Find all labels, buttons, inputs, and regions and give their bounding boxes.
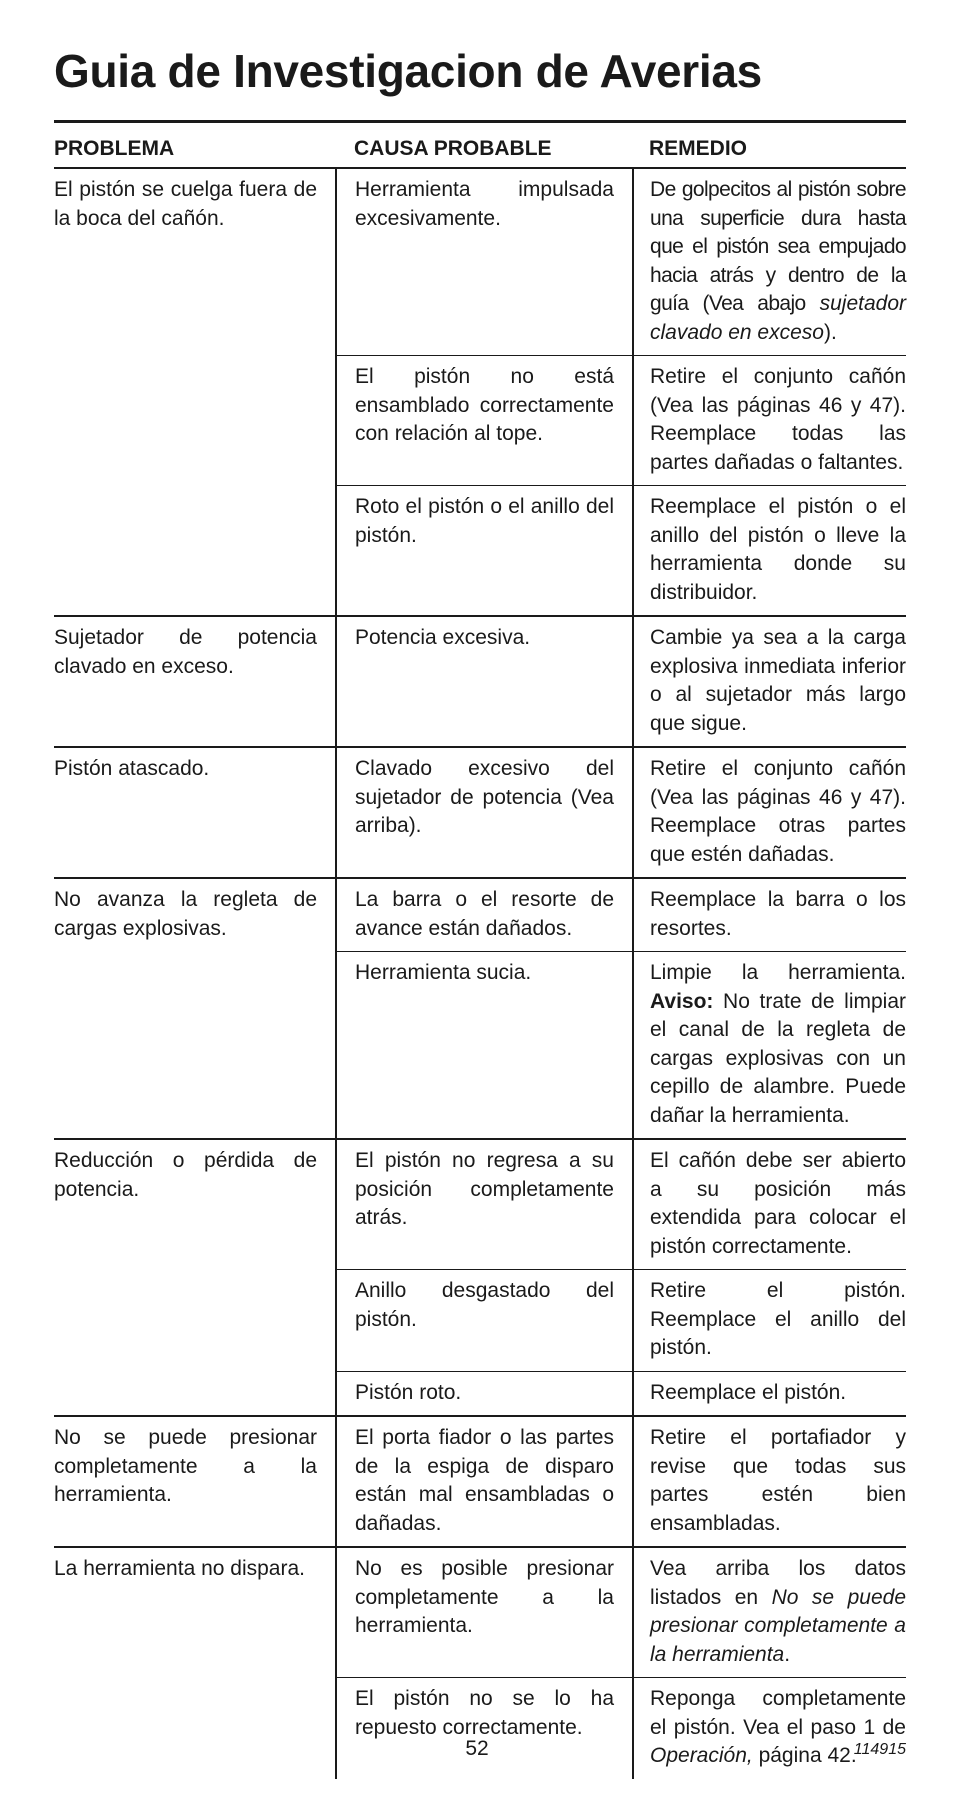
remedy-cell: El cañón debe ser abierto a su posición más extendida para colocar el pistón correctamente. xyxy=(633,1139,906,1270)
remedy-cell: Retire el pistón. Reemplace el anillo del pistón. xyxy=(633,1270,906,1372)
table-row xyxy=(54,1547,906,1678)
remedy-emphasis: Operación, xyxy=(650,1744,753,1767)
remedy-cell: Reemplace el pistón. xyxy=(633,1371,906,1416)
troubleshooting-table xyxy=(54,120,906,1779)
problem-cell: No se puede presionar completamente a la herramienta. xyxy=(54,1416,336,1547)
table-row xyxy=(54,878,906,952)
table-row xyxy=(54,1416,906,1547)
table-row xyxy=(54,616,906,747)
remedy-cell xyxy=(633,1678,906,1779)
remedy-cell: Retire el portafiador y revise que todas sus partes estén bien ensambladas. xyxy=(633,1416,906,1547)
problem-cell: El pistón se cuelga fuera de la boca del cañón. xyxy=(54,168,336,616)
page-number: 52 xyxy=(465,1737,489,1760)
remedy-text: De golpecitos al pistón sobre una superficie dura hasta que el pistón sea empujado hacia atrás y dentro de la guía (Vea abajo xyxy=(650,178,906,315)
remedy-text: Limpie la herramienta. xyxy=(650,961,906,984)
cause-cell: Herramienta sucia. xyxy=(336,952,633,1140)
remedy-text-end: ). xyxy=(823,320,837,344)
remedy-cell xyxy=(633,952,906,1140)
header-cause: CAUSA PROBABLE xyxy=(336,122,633,169)
cause-cell: El pistón no regresa a su posición completamente atrás. xyxy=(336,1139,633,1270)
cause-cell: Pistón roto. xyxy=(336,1371,633,1416)
table-row xyxy=(54,168,906,356)
cause-cell: Roto el pistón o el anillo del pistón. xyxy=(336,486,633,617)
remedy-emphasis: sujetador clavado en exceso xyxy=(650,292,906,344)
remedy-cell: Cambie ya sea a la carga explosiva inmediata inferior o al sujetador más largo que sigue. xyxy=(633,616,906,747)
cause-cell: Herramienta impulsada excesivamente. xyxy=(336,168,633,356)
remedy-cell: Retire el conjunto cañón (Vea las páginas 46 y 47). Reemplace todas las partes dañadas o faltantes. xyxy=(633,356,906,486)
header-remedy: REMEDIO xyxy=(633,122,906,169)
remedy-cell xyxy=(633,168,906,356)
page-title: Guia de Investigacion de Averias xyxy=(54,45,762,97)
problem-cell: No avanza la regleta de cargas explosivas. xyxy=(54,878,336,1139)
remedy-cell: Reemplace el pistón o el anillo del pistón o lleve la herramienta donde su distribuidor. xyxy=(633,486,906,617)
table-row xyxy=(54,1139,906,1270)
table-header-row xyxy=(54,122,906,169)
remedy-cell: Reemplace la barra o los resortes. xyxy=(633,878,906,952)
remedy-cell: Retire el conjunto cañón (Vea las páginas 46 y 47). Reemplace otras partes que estén dañadas. xyxy=(633,747,906,878)
remedy-text-end: No trate de limpiar el canal de la regleta de cargas explosivas con un cepillo de alambre. Puede dañar la herramienta. xyxy=(650,989,906,1127)
cause-cell: El pistón no se lo ha repuesto correctamente. xyxy=(336,1678,633,1779)
document-code: 114915 xyxy=(853,1741,906,1758)
problem-cell: La herramienta no dispara. xyxy=(54,1547,336,1779)
remedy-text: Vea arriba los datos listados en xyxy=(650,1557,906,1609)
header-problem: PROBLEMA xyxy=(54,122,336,169)
problem-cell: Pistón atascado. xyxy=(54,747,336,878)
problem-cell: Reducción o pérdida de potencia. xyxy=(54,1139,336,1416)
remedy-emphasis: No se puede presionar completamente a la herramienta xyxy=(650,1585,907,1666)
cause-cell: El pistón no está ensamblado correctamente con relación al tope. xyxy=(336,356,633,486)
cause-cell: La barra o el resorte de avance están dañados. xyxy=(336,878,633,952)
remedy-cell xyxy=(633,1547,906,1678)
cause-cell: Clavado excesivo del sujetador de potencia (Vea arriba). xyxy=(336,747,633,878)
cause-cell: Anillo desgastado del pistón. xyxy=(336,1270,633,1372)
remedy-text-end: página 42. xyxy=(752,1744,857,1767)
problem-cell: Sujetador de potencia clavado en exceso. xyxy=(54,616,336,747)
remedy-text-end: . xyxy=(784,1642,791,1666)
cause-cell: Potencia excesiva. xyxy=(336,616,633,747)
cause-cell: No es posible presionar completamente a la herramienta. xyxy=(336,1547,633,1678)
cause-cell: El porta fiador o las partes de la espiga de disparo están mal ensambladas o dañadas. xyxy=(336,1416,633,1547)
remedy-warning-label: Aviso: xyxy=(650,989,714,1013)
table-row xyxy=(54,747,906,878)
remedy-text: Reponga completamente el pistón. Vea el paso 1 de xyxy=(650,1687,906,1739)
